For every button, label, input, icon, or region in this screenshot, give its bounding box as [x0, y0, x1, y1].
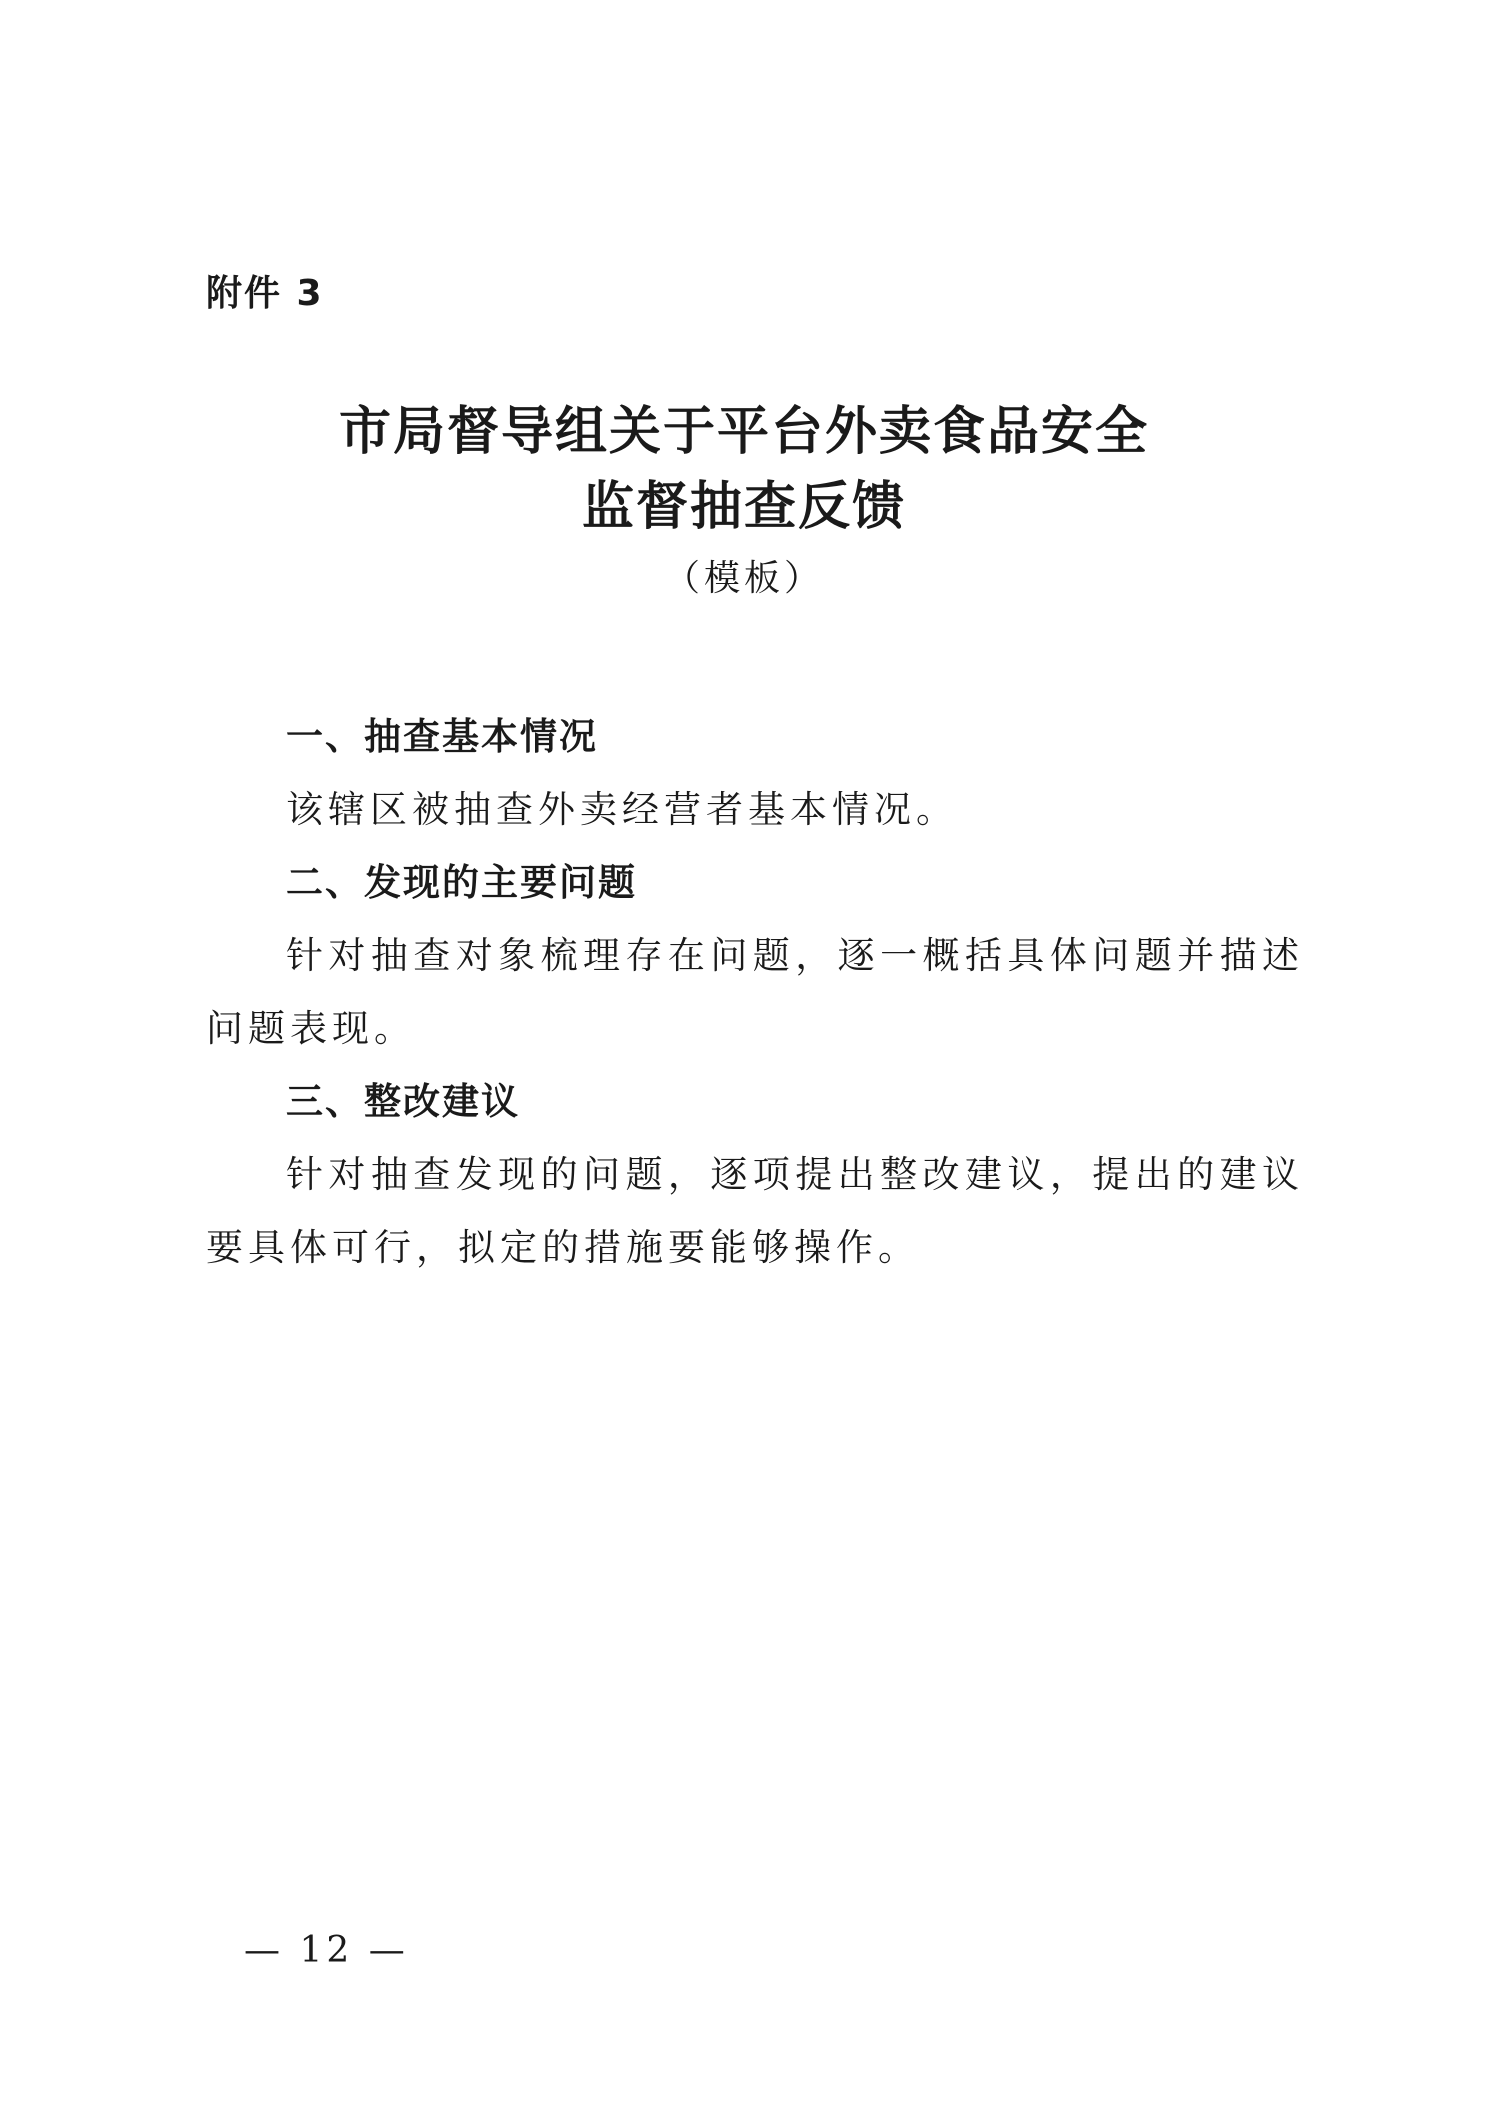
section-paragraph-1: 该辖区被抽查外卖经营者基本情况。 [286, 788, 958, 831]
document-title-line-1: 市局督导组关于平台外卖食品安全 [338, 401, 1149, 462]
document-body [206, 700, 1304, 1284]
attachment-label: 附件 3 [206, 273, 324, 314]
section-paragraph-2: 针对抽查对象梳理存在问题，逐一概括具体问题并描述问题表现。 [206, 934, 1304, 1050]
document-subtitle: （模板） [663, 558, 824, 599]
section-paragraph-3: 针对抽查发现的问题，逐项提出整改建议，提出的建议要具体可行，拟定的措施要能够操作。 [206, 1153, 1304, 1269]
section-heading-3: 三、整改建议 [286, 1080, 520, 1123]
page-number: — 12 — [244, 1930, 409, 1971]
document-title-line-2: 监督抽查反馈 [581, 476, 906, 537]
section-heading-1: 一、抽查基本情况 [286, 715, 598, 758]
section-heading-2: 二、发现的主要问题 [286, 861, 637, 904]
